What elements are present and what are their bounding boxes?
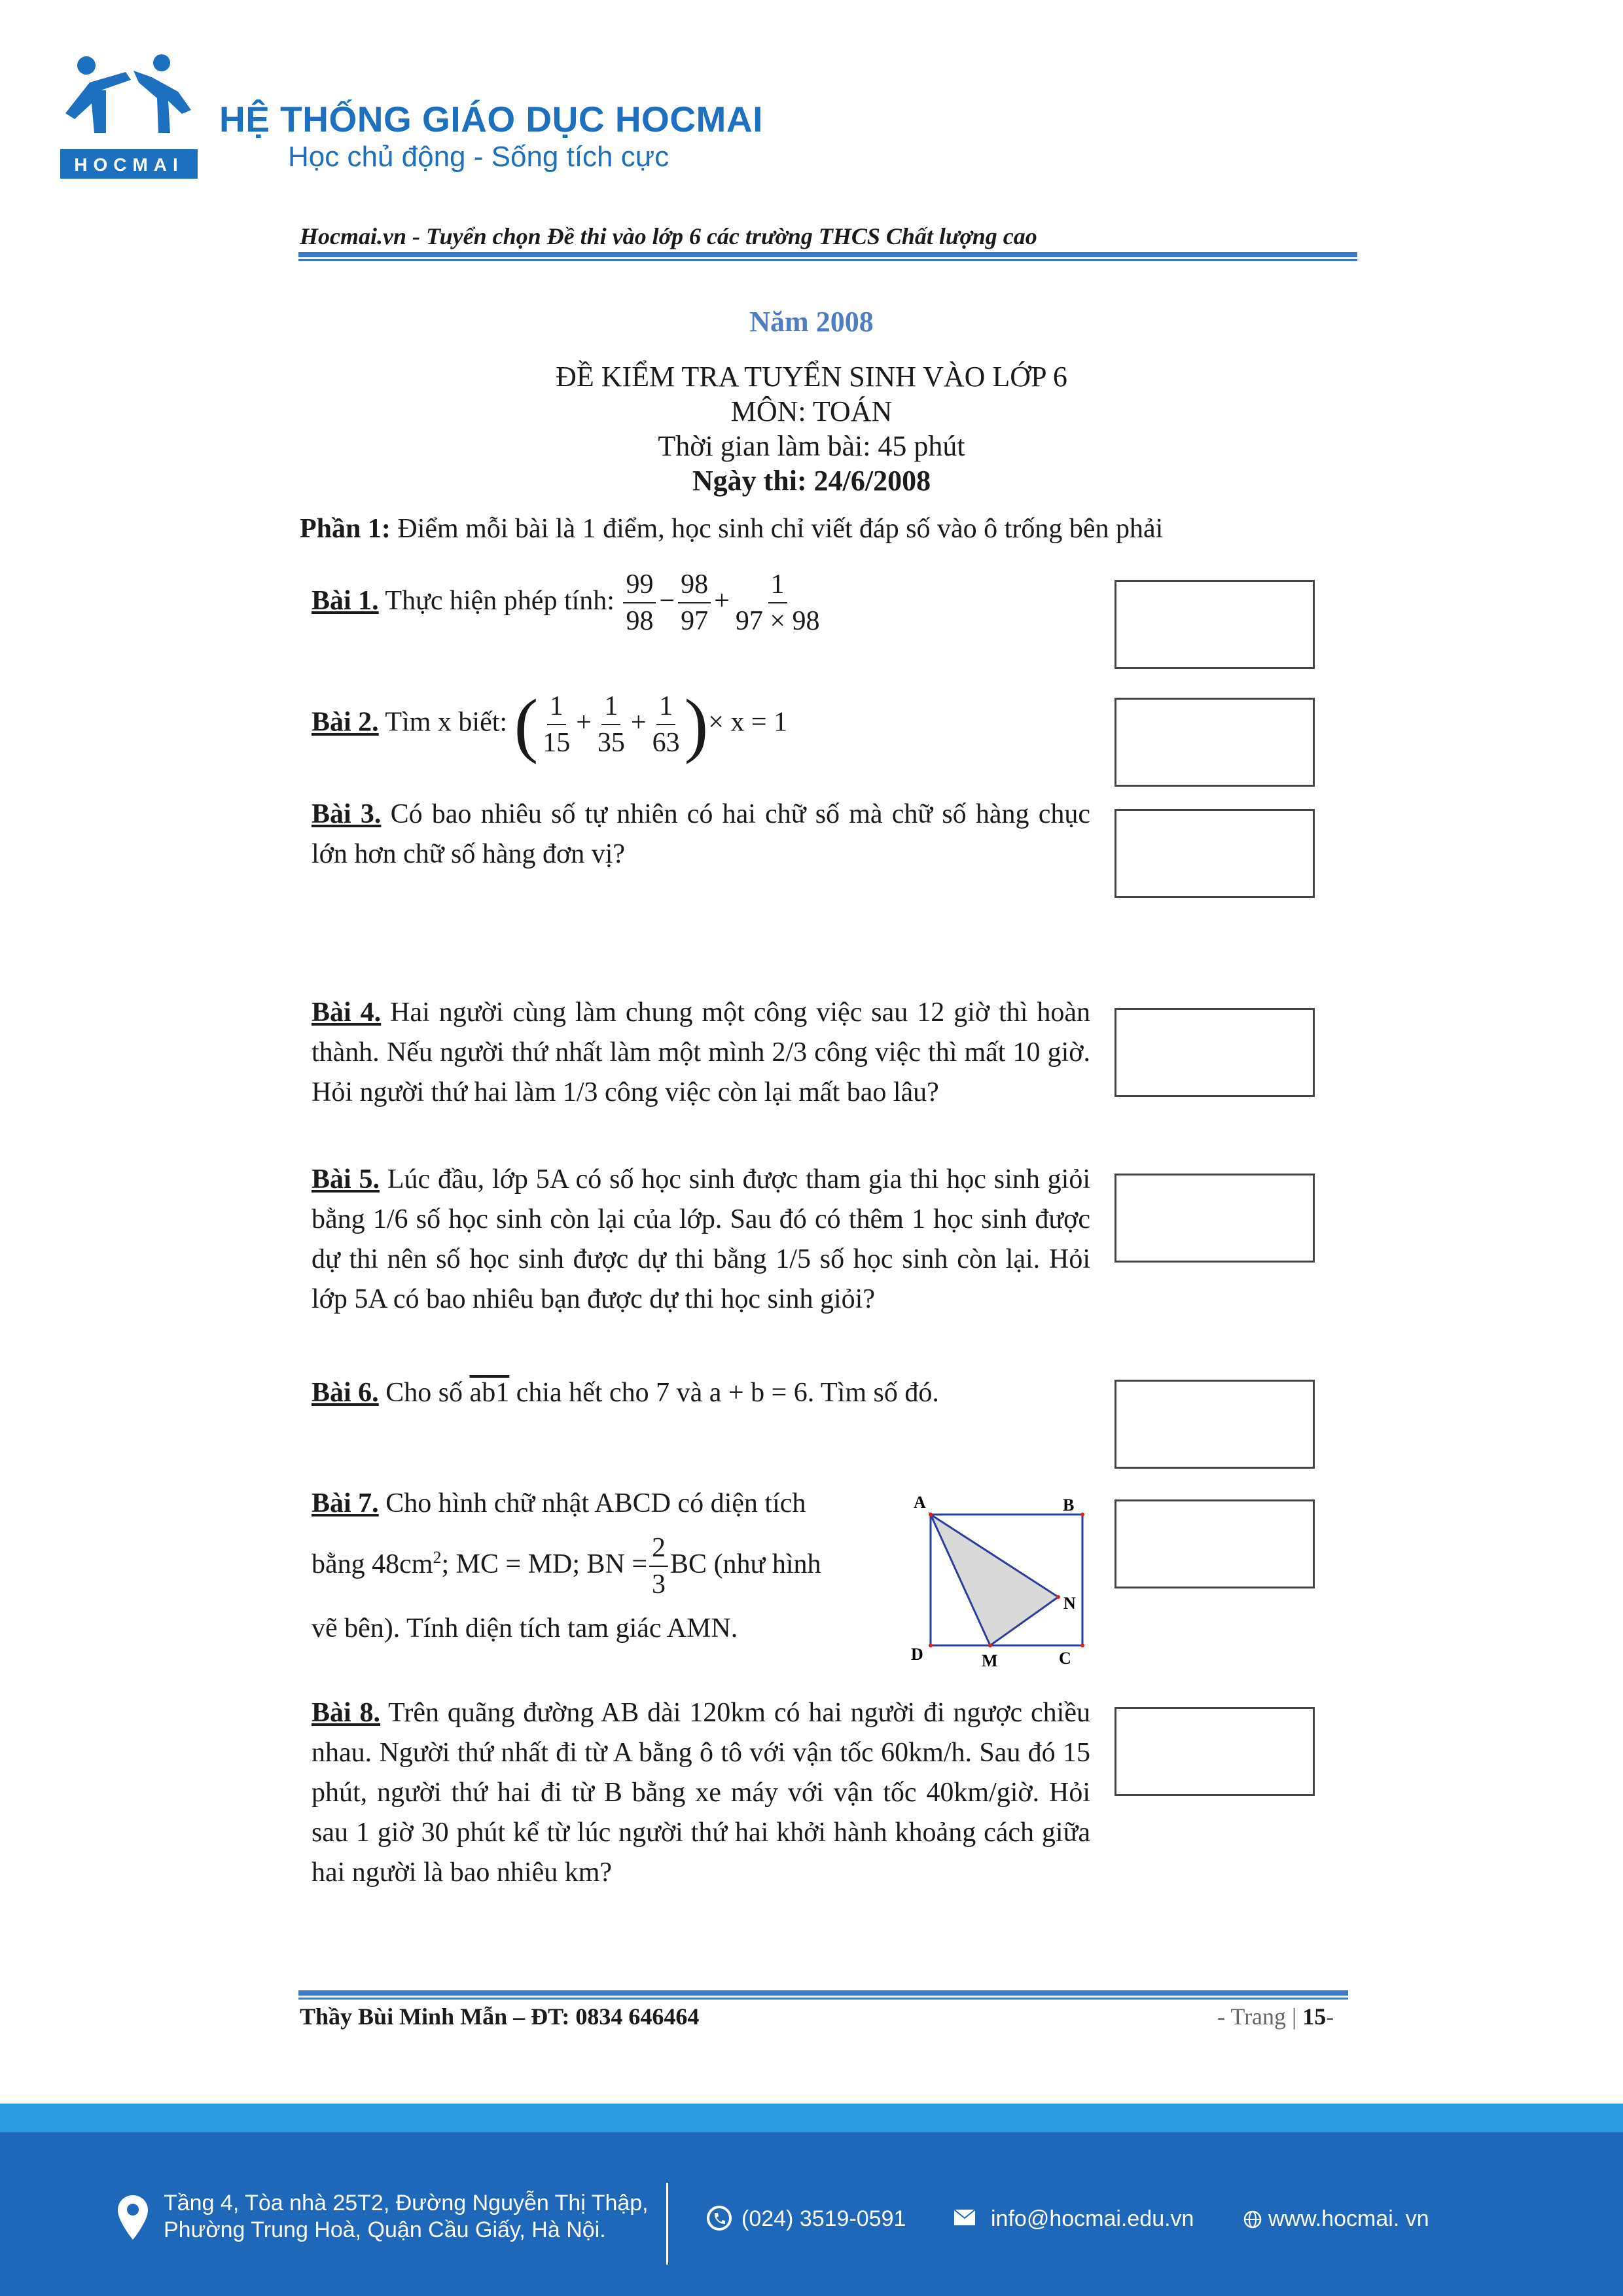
page-prefix: - Trang | (1217, 2003, 1297, 2030)
exam-title: ĐỀ KIỂM TRA TUYỂN SINH VÀO LỚP 6 (556, 361, 1067, 393)
band-separator (666, 2183, 668, 2265)
open-paren: ( (514, 685, 539, 764)
problem-label: Bài 8. (312, 1698, 381, 1728)
brand-title: HỆ THỐNG GIÁO DỤC HOCMAI (219, 99, 763, 139)
denominator: 15 (543, 728, 571, 758)
hocmai-logo (60, 51, 198, 182)
location-pin-icon (116, 2194, 149, 2241)
footer-band-top (0, 2104, 1623, 2132)
page-suffix: - (1326, 2003, 1334, 2030)
phone-icon (707, 2206, 732, 2231)
address-line-2: Phường Trung Hoà, Quận Cầu Giấy, Hà Nội. (164, 2217, 606, 2242)
denominator: 98 (626, 606, 654, 637)
email-icon (954, 2210, 975, 2225)
denominator: 97 (681, 606, 709, 637)
answer-box-2[interactable] (1115, 698, 1315, 787)
problem-text: ; MC = MD; BN = (441, 1549, 648, 1579)
footer-rule (298, 1990, 1348, 1996)
problem-label: Bài 3. (312, 799, 382, 829)
problem-text: Thực hiện phép tính: (378, 585, 615, 616)
fraction (733, 569, 823, 636)
problem-7-line3 (312, 1609, 887, 1649)
header-rule-thin (298, 259, 1357, 261)
numerator: 99 (623, 569, 656, 603)
problem-text: Có bao nhiêu số tự nhiên có hai chữ số mà chữ số hàng chục lớn hơn chữ số hàng đơn vị? (312, 799, 1090, 869)
label-n: N (1063, 1594, 1076, 1613)
problem-7-line2 (312, 1533, 887, 1600)
website-url[interactable]: www.hocmai. vn (1268, 2206, 1429, 2231)
problem-label: Bài 4. (312, 997, 382, 1028)
label-a: A (914, 1493, 926, 1512)
triangle-amn (931, 1515, 1058, 1645)
fraction (540, 691, 573, 758)
answer-box-7[interactable] (1115, 1499, 1315, 1588)
globe-icon (1243, 2210, 1262, 2229)
part1-text: Điểm mỗi bài là 1 điểm, học sinh chỉ viết đáp số vào ô trống bên phải (390, 514, 1164, 544)
label-b: B (1063, 1496, 1075, 1515)
numerator: 1 (547, 691, 566, 725)
rectangle-figure (903, 1487, 1093, 1677)
problem-text: BC (như hình (670, 1549, 821, 1579)
problem-4 (312, 993, 1090, 1113)
problem-6 (312, 1373, 1090, 1413)
label-m: M (982, 1651, 998, 1670)
numerator: 1 (601, 691, 620, 725)
operator: + (576, 707, 592, 738)
numerator: 1 (656, 691, 675, 725)
label-d: D (911, 1645, 923, 1664)
problem-7-line1 (312, 1484, 887, 1524)
answer-box-1[interactable] (1115, 580, 1315, 669)
fraction (678, 569, 711, 636)
numerator: 1 (768, 569, 787, 603)
problem-text: Hai người cùng làm chung một công việc sau 12 giờ thì hoàn thành. Nếu người thứ nhất làm một mình 2/3 công việc thì mất 10 giờ. Hỏi người thứ hai làm 1/3 công việc còn lại mất bao lâu? (312, 997, 1091, 1107)
label-c: C (1059, 1649, 1071, 1668)
exam-year: Năm 2008 (749, 306, 874, 338)
problem-label: Bài 5. (312, 1164, 380, 1194)
answer-box-3[interactable] (1115, 809, 1315, 898)
answer-box-8[interactable] (1115, 1707, 1315, 1796)
answer-box-4[interactable] (1115, 1008, 1315, 1097)
problem-label: Bài 6. (312, 1378, 379, 1408)
fraction (623, 569, 656, 636)
brand-slogan: Học chủ động - Sống tích cực (288, 141, 669, 173)
logo-wordmark: HOCMAI (74, 154, 184, 175)
problem-text: bằng 48cm (312, 1549, 433, 1579)
close-paren: ) (684, 685, 709, 764)
fraction (649, 1533, 668, 1600)
problem-3 (312, 795, 1090, 874)
operator: − (659, 585, 675, 616)
page-indicator (1217, 2003, 1334, 2030)
problem-text: Trên quãng đường AB dài 120km có hai người đi ngược chiều nhau. Người thứ nhất đi từ A bằng ô tô với vận tốc 60km/h. Sau đó 15 phút, người thứ hai đi từ B bằng xe máy với vận tốc 40km/giờ. Hỏi sau 1 giờ 30 phút kể từ lúc người thứ hai khởi hành khoảng cách giữa hai người là bao nhiêu km? (312, 1698, 1090, 1888)
problem-7 (312, 1484, 887, 1649)
problem-label: Bài 1. (312, 585, 379, 616)
problem-text: Tìm x biết: (378, 707, 508, 738)
numerator: 2 (649, 1533, 668, 1567)
page-number: 15 (1302, 2003, 1327, 2030)
denominator: 63 (652, 728, 680, 758)
answer-box-5[interactable] (1115, 1174, 1315, 1263)
answer-box-6[interactable] (1115, 1380, 1315, 1469)
superscript: 2 (433, 1547, 442, 1567)
email-address[interactable]: info@hocmai.edu.vn (991, 2206, 1194, 2231)
address-line-1: Tầng 4, Tòa nhà 25T2, Đường Nguyễn Thị Thập, (164, 2191, 649, 2215)
footer-rule-thin (298, 1998, 1348, 2000)
problem-text: vẽ bên). Tính diện tích tam giác AMN. (312, 1613, 738, 1644)
problem-text: Cho số (378, 1378, 470, 1408)
overlined-number: ab1 (469, 1378, 510, 1408)
operator: + (630, 707, 647, 738)
problem-text-tail: chia hết cho 7 và a + b = 6. Tìm số đó. (509, 1378, 939, 1408)
problem-label: Bài 2. (312, 707, 379, 738)
exam-date: Ngày thi: 24/6/2008 (692, 465, 931, 497)
part1-label: Phần 1: (300, 514, 391, 544)
problem-5 (312, 1160, 1090, 1319)
denominator: 3 (652, 1570, 666, 1600)
teacher-contact: Thầy Bùi Minh Mẫn – ĐT: 0834 646464 (300, 2003, 700, 2030)
running-head: Hocmai.vn - Tuyển chọn Đề thi vào lớp 6 các trường THCS Chất lượng cao (300, 223, 1037, 249)
problem-text: Lúc đầu, lớp 5A có số học sinh được tham gia thi học sinh giỏi bằng 1/6 số học sinh còn lại của lớp. Sau đó có thêm 1 học sinh được dự thi nên số học sinh được dự thi bằng 1/5 số học sinh còn lại. Hỏi lớp 5A có bao nhiêu bạn được dự thi học sinh giỏi? (312, 1164, 1090, 1314)
problem-2 (312, 685, 1136, 764)
fraction (595, 691, 628, 758)
problem-text: Cho hình chữ nhật ABCD có diện tích (378, 1488, 806, 1518)
phone-number[interactable]: (024) 3519-0591 (741, 2206, 906, 2231)
equation-tail: × x = 1 (708, 707, 788, 738)
denominator: 97 × 98 (735, 606, 820, 637)
header-rule (298, 252, 1357, 257)
exam-subject: MÔN: TOÁN (730, 395, 893, 427)
denominator: 35 (597, 728, 625, 758)
fraction (650, 691, 683, 758)
part1-heading (300, 513, 1163, 545)
operator: + (714, 585, 730, 616)
problem-1 (312, 569, 1136, 636)
problem-8 (312, 1693, 1090, 1893)
exam-duration: Thời gian làm bài: 45 phút (658, 430, 965, 462)
problem-label: Bài 7. (312, 1488, 379, 1518)
numerator: 98 (678, 569, 711, 603)
